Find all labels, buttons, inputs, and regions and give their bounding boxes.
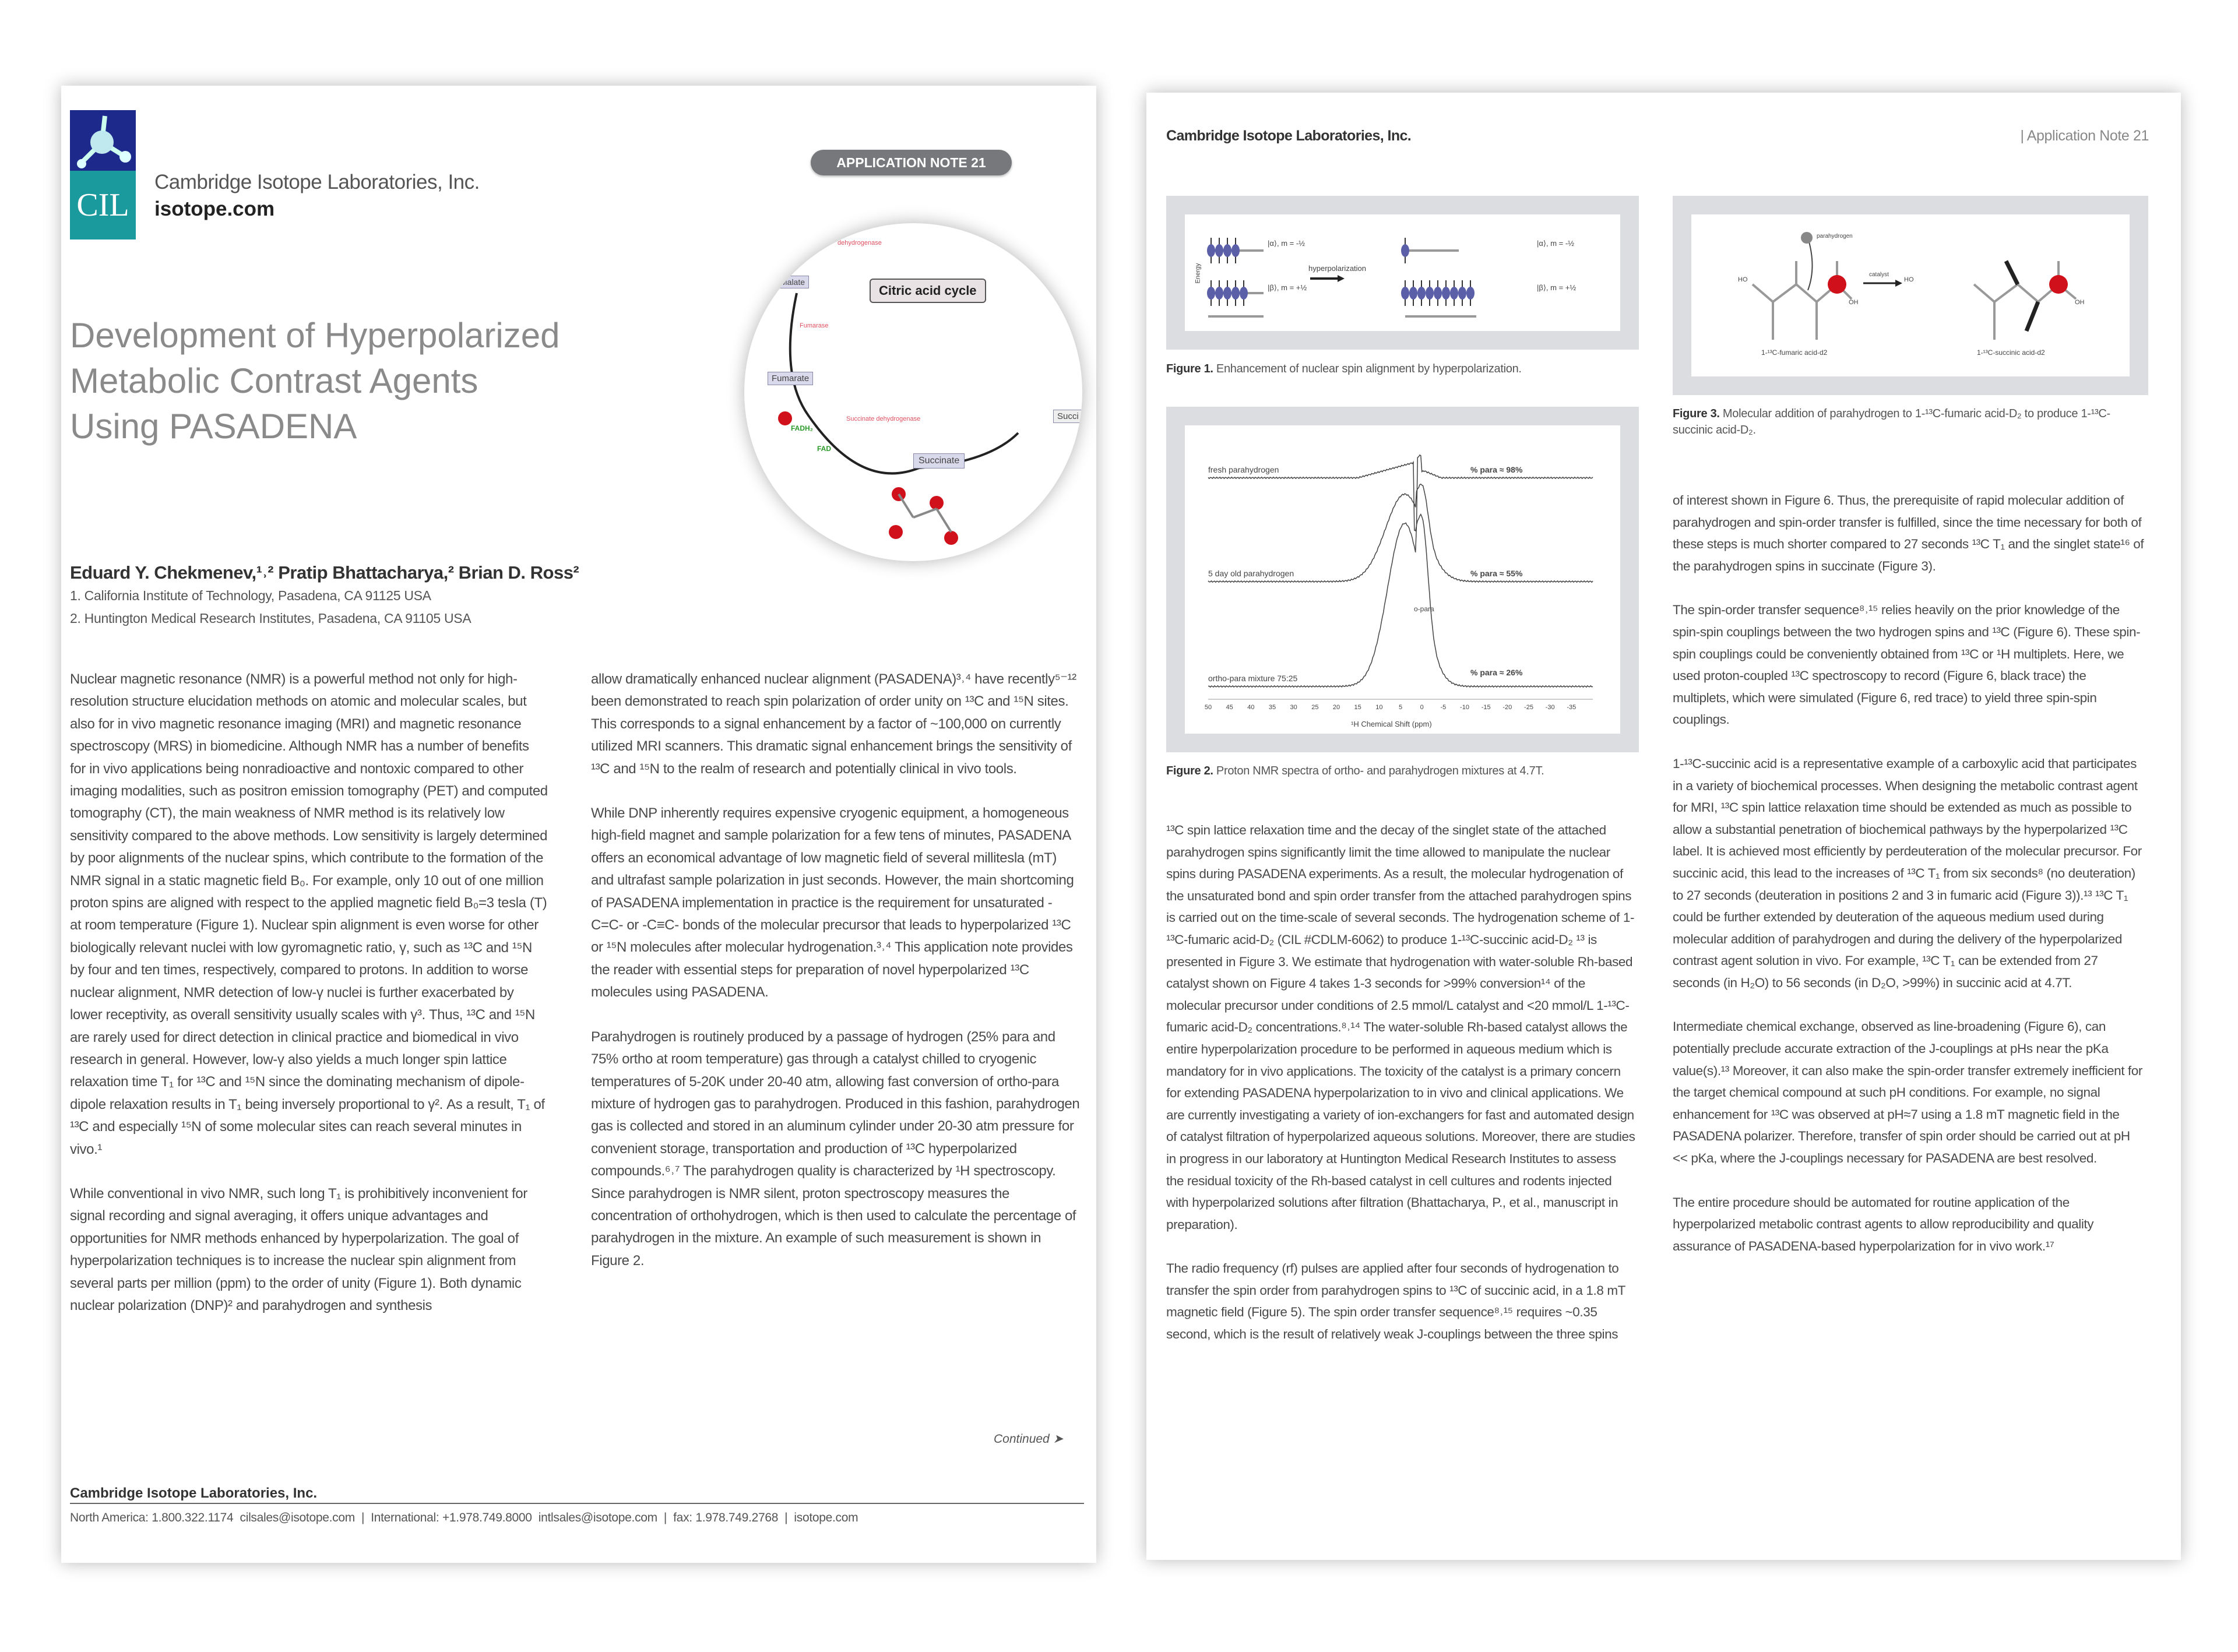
paragraph: While conventional in vivo NMR, such long T₁ is prohibitively inconvenient for signal recording and signal averaging, it offers unique advantages and opportunities for NMR methods enhanced by hyperpolarization. The goal of hyperpolarization techniques is to increase the nuclear spin alignment from several parts per million (ppm) to the order of unity (Figure 1). Both dynamic nuclear polarization (DNP)² and parahydrogen and synthesis <box>70 1185 527 1313</box>
paragraph: The radio frequency (rf) pulses are applied after four seconds of hydrogenation to transfer the spin order from parahydrogen spins to ¹³C of succinic acid, in a 1.8 mT magnetic field (Figure 5). The spin order transfer sequence⁸˒¹⁵ requires ~0.35 second, which is the result of relatively weak J-couplings between the three spins <box>1166 1261 1625 1342</box>
x-tick-label: -5 <box>1440 704 1447 711</box>
figure-2-caption <box>1166 765 1544 778</box>
spin-alignment-diagram <box>1185 214 1620 331</box>
enzyme-label: dehydrogenase <box>838 239 882 246</box>
header-company: Cambridge Isotope Laboratories, Inc. <box>1166 128 1412 144</box>
trace-percent: % para ≈ 26% <box>1470 668 1523 677</box>
x-tick-label: 35 <box>1268 704 1276 711</box>
x-tick-label: 5 <box>1398 704 1403 711</box>
logo-text: CIL <box>70 171 136 239</box>
trace-label: ortho-para mixture 75:25 <box>1208 674 1298 683</box>
affiliation-1: 1. California Institute of Technology, Pasadena, CA 91125 USA <box>70 588 431 603</box>
x-tick-label: 45 <box>1226 704 1233 711</box>
trace-label: 5 day old parahydrogen <box>1208 569 1294 578</box>
spin-dot <box>1434 287 1442 300</box>
trace-percent: % para ≈ 55% <box>1470 569 1523 578</box>
caption-label: Figure 1. <box>1166 362 1213 375</box>
page2-column-2 <box>1673 489 2145 1279</box>
spin-dot <box>1231 244 1240 257</box>
product-label: 1-¹³C-succinic acid-d2 <box>1977 348 2045 357</box>
x-tick-label: -15 <box>1481 704 1491 711</box>
cycle-title: Citric acid cycle <box>870 279 986 303</box>
hyperpolarization-label: hyperpolarization <box>1308 264 1367 273</box>
figure-3-caption <box>1673 406 2127 438</box>
citric-acid-cycle-figure <box>744 223 1082 561</box>
catalyst-label: catalyst <box>1869 272 1889 278</box>
document-title <box>70 313 560 449</box>
continued-label: Continued ➤ <box>994 1432 1064 1446</box>
figure-1-caption <box>1166 362 1522 376</box>
spin-dot <box>1231 287 1240 300</box>
node-succinyl: Succi <box>1053 410 1082 423</box>
paragraph: ¹³C spin lattice relaxation time and the decay of the singlet state of the attached parahydrogen spins significantly limit the time allowed to manipulate the nuclear spins during PASADENA experiments. As a result, the molecular hydrogenation of the unsaturated bond and spin order transfer from the attached parahydrogen spins is carried out on the time-scale of several seconds. The hydrogenation scheme of 1-¹³C-fumaric acid-D₂ (CIL #CDLM-6062) to produce 1-¹³C-succinic acid-D₂ ¹³ is presented in Figure 3. We estimate that hydrogenation with water-soluble Rh-based catalyst shown on Figure 4 takes 1-3 seconds for >99% conversion¹⁴ of the molecular precursor under conditions of 2.5 mmol/L catalyst and <20 mmol/L 1-¹³C-fumaric acid-D₂ concentrations.⁸˒¹⁴ The water-soluble Rh-based catalyst allows the entire hyperpolarization procedure to be performed in aqueous medium which is mandatory for in vivo applications. The toxicity of the catalyst is a primary concern for extending PASADENA hyperpolarization to in vivo and clinical applications. We are currently investigating a variety of ion-exchangers for fast and automated design of catalyst filtration of hyperpolarized aqueous solutions. Moreover, there are studies in progress in our laboratory at Huntington Medical Research Institutes to assess the residual toxicity of the Rh-based catalyst in cell cultures and rodents injected with hyperpolarized solutions after filtration (Bhattacharya, P., et al., manuscript in preparation). <box>1166 823 1635 1232</box>
page-2 <box>1146 93 2181 1560</box>
footer-divider <box>70 1503 1084 1504</box>
footer-contact: North America: 1.800.322.1174 cilsales@isotope.com | International: +1.978.749.8000 intlsales@isotope.com | fax: 1.978.749.2768 | isotope.com <box>70 1511 858 1524</box>
x-tick-label: 40 <box>1247 704 1255 711</box>
spin-dot <box>1215 244 1223 257</box>
x-tick-label: 20 <box>1332 704 1340 711</box>
oh-label: OH <box>1849 299 1859 306</box>
level-bottom-label: |β⟩, m = +½ <box>1268 283 1307 292</box>
spin-dot <box>1442 287 1450 300</box>
company-name: Cambridge Isotope Laboratories, Inc. <box>154 171 480 193</box>
page-1 <box>61 86 1096 1563</box>
paragraph: Parahydrogen is routinely produced by a passage of hydrogen (25% para and 75% ortho at room temperature) gas through a catalyst chilled to cryogenic temperatures of 5-20K under 20-40 atm, allowing fast conversion of ortho-para mixture of hydrogen gas to parahydrogen. Produced in this fashion, parahydrogen gas is collected and stored in an aluminum cylinder under 20-30 atm pressure for convenient storage, transportation and production of ¹³C hyperpolarized compounds.⁶˒⁷ The parahydrogen quality is characterized by ¹H spectroscopy. Since parahydrogen is NMR silent, proton spectroscopy measures the concentration of orthohydrogen, which is then used to calculate the percentage of parahydrogen in the mixture. An example of such measurement is shown in Figure 2. <box>591 1028 1080 1269</box>
application-note-badge: APPLICATION NOTE 21 <box>811 150 1012 175</box>
paragraph: The entire procedure should be automated for routine application of the hyperpolarized metabolic contrast agents to allow reproducibility and quality assurance of PASADENA-based hyperpolarization for in vivo work.¹⁷ <box>1673 1195 2094 1253</box>
body-column-2 <box>591 668 1082 1294</box>
molecule-icon <box>70 110 136 171</box>
title-line: Metabolic Contrast Agents <box>70 361 478 400</box>
caption-text: Enhancement of nuclear spin alignment by hyperpolarization. <box>1213 362 1522 375</box>
footer-company: Cambridge Isotope Laboratories, Inc. <box>70 1485 318 1501</box>
paragraph: of interest shown in Figure 6. Thus, the prerequisite of rapid molecular addition of parahydrogen and spin-order transfer is fulfilled, since the time necessary for both of these steps is much shorter compared to 27 seconds ¹³C T₁ and the singlet state¹⁶ of the parahydrogen spins in succinate (Figure 3). <box>1673 493 2144 573</box>
ho-label: HO <box>1904 276 1914 283</box>
x-tick-label: 25 <box>1311 704 1319 711</box>
x-tick-label: 10 <box>1375 704 1383 711</box>
x-tick-label: -35 <box>1567 704 1577 711</box>
title-line: Using PASADENA <box>70 407 357 446</box>
paragraph: The spin-order transfer sequence⁸˒¹⁵ relies heavily on the prior knowledge of the spin-spin couplings between the two hydrogen spins and ¹³C (Figure 6). These spin-spin couplings could be conveniently obtained from ¹³C or ¹H multiplets. Here, we used proton-coupled ¹³C spectroscopy to record (Figure 6, black trace) the multiplets, which were simulated (Figure 6, red trace) to yield three spin-spin couplings. <box>1673 603 2141 727</box>
header-note: | Application Note 21 <box>2020 128 2149 144</box>
title-line: Development of Hyperpolarized <box>70 316 560 355</box>
node-fumarate: Fumarate <box>768 372 813 385</box>
peak-label: o-para <box>1414 605 1434 613</box>
x-tick-label: -30 <box>1545 704 1555 711</box>
paragraph: Nuclear magnetic resonance (NMR) is a powerful method not only for high-resolution structure elucidation methods on atomic and molecular scales, but also for in vivo magnetic resonance imaging (MRI) and magnetic resonance spectroscopy (MRS) in biomedicine. Although NMR has a number of benefits for in vivo applications being nonradioactive and nontoxic compared to other imaging modalities, such as positron emission tomography (PET) and computed tomography (CT), the main weakness of NMR method is its relatively low sensitivity compared to the above methods. Low sensitivity is largely determined by poor alignments of the nuclear spins, which contribute to the formation of the NMR signal in a static magnetic field B₀. For example, only 10 out of one million proton spins are aligned with respect to the applied magnetic field B₀=3 tesla (T) at room temperature (Figure 1). Nuclear spin alignment is even worse for other biologically relevant nuclei with low gyromagnetic ratio, γ, such as ¹³C and ¹⁵N by four and ten times, respectively, compared to protons. In addition to worse nuclear alignment, NMR detection of low-γ nuclei is further exacerbated by lower receptivity, as overall sensitivity usually scales with γ³. Thus, ¹³C and ¹⁵N are rarely used for direct detection in clinical practice and biomedical in vivo research in general. However, low-γ also yields a much longer spin lattice relaxation time T₁ for ¹³C and ¹⁵N since the dominating mechanism of dipole-dipole relaxation results in T₁ being inversely proportional to γ². As a result, T₁ of ¹³C and especially ¹⁵N of some molecular sites can reach several minutes in vivo.¹ <box>70 671 548 1157</box>
energy-axis-label: Energy <box>1194 263 1202 284</box>
enzyme-succinate-dehydrogenase: Succinate dehydrogenase <box>846 415 921 422</box>
spin-dot <box>1223 244 1231 257</box>
figure-1 <box>1166 196 1639 350</box>
paragraph: While DNP inherently requires expensive cryogenic equipment, a homogeneous high-field magnet and sample polarization for a few tens of minutes, PASADENA offers an economical advantage of low magnetic field of several millitesla (mT) and ultrafast sample polarization in just seconds. However, the main shortcoming of PASADENA implementation in practice is the requirement for unsaturated -C=C- or -C≡C- bonds of the molecular precursor that leads to hyperpolarized ¹³C or ¹⁵N molecules after molecular hydrogenation.³˒⁴ This application note provides the reader with essential steps for preparation of novel hyperpolarized ¹³C molecules using PASADENA. <box>591 805 1074 1001</box>
x-tick-label: 30 <box>1290 704 1297 711</box>
spin-dot <box>1401 287 1409 300</box>
figure-2 <box>1166 407 1639 752</box>
caption-text: Proton NMR spectra of ortho- and parahydrogen mixtures at 4.7T. <box>1213 765 1544 777</box>
page2-column-1 <box>1166 819 1636 1368</box>
spin-dot <box>1223 287 1231 300</box>
x-tick-label: 0 <box>1420 704 1424 711</box>
x-axis-label: ¹H Chemical Shift (ppm) <box>1351 720 1432 728</box>
authors: Eduard Y. Chekmenev,¹˒² Pratip Bhattacharya,² Brian D. Ross² <box>70 562 579 583</box>
trace-label: fresh parahydrogen <box>1208 465 1279 474</box>
cofactor-fad: FAD <box>817 445 831 453</box>
node-succinate: Succinate <box>913 453 965 469</box>
level-top-label: |α⟩, m = -½ <box>1537 239 1575 248</box>
spin-dot <box>1409 287 1417 300</box>
x-tick-label: -20 <box>1502 704 1512 711</box>
spin-dot <box>1458 287 1466 300</box>
spin-dot <box>1450 287 1458 300</box>
caption-text: Molecular addition of parahydrogen to 1-¹³C-fumaric acid-D₂ to produce 1-¹³C-succinic acid-D₂. <box>1673 407 2110 436</box>
parahydrogen-label: parahydrogen <box>1817 233 1853 239</box>
spin-dot <box>1417 287 1426 300</box>
paragraph: Intermediate chemical exchange, observed as line-broadening (Figure 6), can potentially preclude accurate extraction of the J-couplings at pHs near the pKa value(s).¹³ Moreover, it can also make the spin-order transfer extremely inefficient for the target chemical compound at such pH conditions. For example, no signal enhancement for ¹³C was observed at pH≈7 using a 1.8 mT magnetic field in the PASADENA polarizer. Therefore, transfer of spin order should be carried out at pH << pKa, where the J-couplings necessary for PASADENA are best resolved. <box>1673 1019 2142 1166</box>
spin-dot <box>1207 244 1215 257</box>
hydrogenation-scheme <box>1691 214 2130 376</box>
level-bottom-label: |β⟩, m = +½ <box>1537 283 1577 292</box>
paragraph: allow dramatically enhanced nuclear alignment (PASADENA)³˒⁴ have recently⁵⁻¹² been demonstrated to reach spin polarization of order unity on ¹³C and ¹⁵N sites. This corresponds to a signal enhancement by a factor of ~100,000 on currently utilized MRI scanners. This dramatic signal enhancement brings the sensitivity of ¹³C and ¹⁵N to the realm of research and potentially clinical in vivo tools. <box>591 671 1076 777</box>
ho-label: HO <box>1738 276 1748 283</box>
cofactor-fadh2: FADH₂ <box>791 424 813 432</box>
website-link[interactable]: isotope.com <box>154 198 275 220</box>
x-tick-label: -10 <box>1460 704 1469 711</box>
spin-dot <box>1240 287 1248 300</box>
body-column-1 <box>70 668 548 1339</box>
caption-label: Figure 2. <box>1166 765 1213 777</box>
spin-dot <box>1426 287 1434 300</box>
affiliation-2: 2. Huntington Medical Research Institutes, Pasadena, CA 91105 USA <box>70 611 471 626</box>
oh-label: OH <box>2075 299 2085 306</box>
x-tick-label: 15 <box>1354 704 1361 711</box>
spectrum-trace <box>1208 515 1593 688</box>
spectrum-trace <box>1208 484 1593 582</box>
enzyme-fumarase: Fumarase <box>800 322 829 329</box>
figure-3 <box>1673 196 2148 395</box>
x-tick-label: 50 <box>1204 704 1212 711</box>
cil-logo <box>70 110 136 239</box>
spin-dot <box>1215 287 1223 300</box>
spin-dot <box>1466 287 1475 300</box>
spin-dot <box>1207 287 1215 300</box>
trace-percent: % para ≈ 98% <box>1470 465 1523 474</box>
paragraph: 1-¹³C-succinic acid is a representative example of a carboxylic acid that participates in a variety of biochemical processes. When designing the metabolic contrast agent for MRI, ¹³C spin lattice relaxation time should be extended as much as possible to allow a substantial penetration of biochemical pathways by the hyperpolarized ¹³C label. It is achieved most efficiently by perdeuteration of the molecular precursor. For succinic acid, this lead to the increases of ¹³C T₁ from six seconds⁸ (no deuteration) to 27 seconds (deuteration in positions 2 and 3 in fumaric acid (Figure 3)).¹³ ¹³C T₁ could be further extended by deuteration of the aqueous medium used during molecular addition of parahydrogen and during the delivery of the hyperpolarized contrast agent solution in vivo. For example, ¹³C T₁ can be extended from 27 seconds (in H₂O) to 56 seconds (in D₂O, >99%) in succinic acid at 4.7T. <box>1673 756 2142 990</box>
reactant-label: 1-¹³C-fumaric acid-d2 <box>1761 348 1828 357</box>
level-top-label: |α⟩, m = -½ <box>1268 239 1306 248</box>
x-tick-label: -25 <box>1524 704 1533 711</box>
node-malate: Malate <box>776 276 809 288</box>
caption-label: Figure 3. <box>1673 407 1720 420</box>
spin-dot <box>1401 244 1409 257</box>
